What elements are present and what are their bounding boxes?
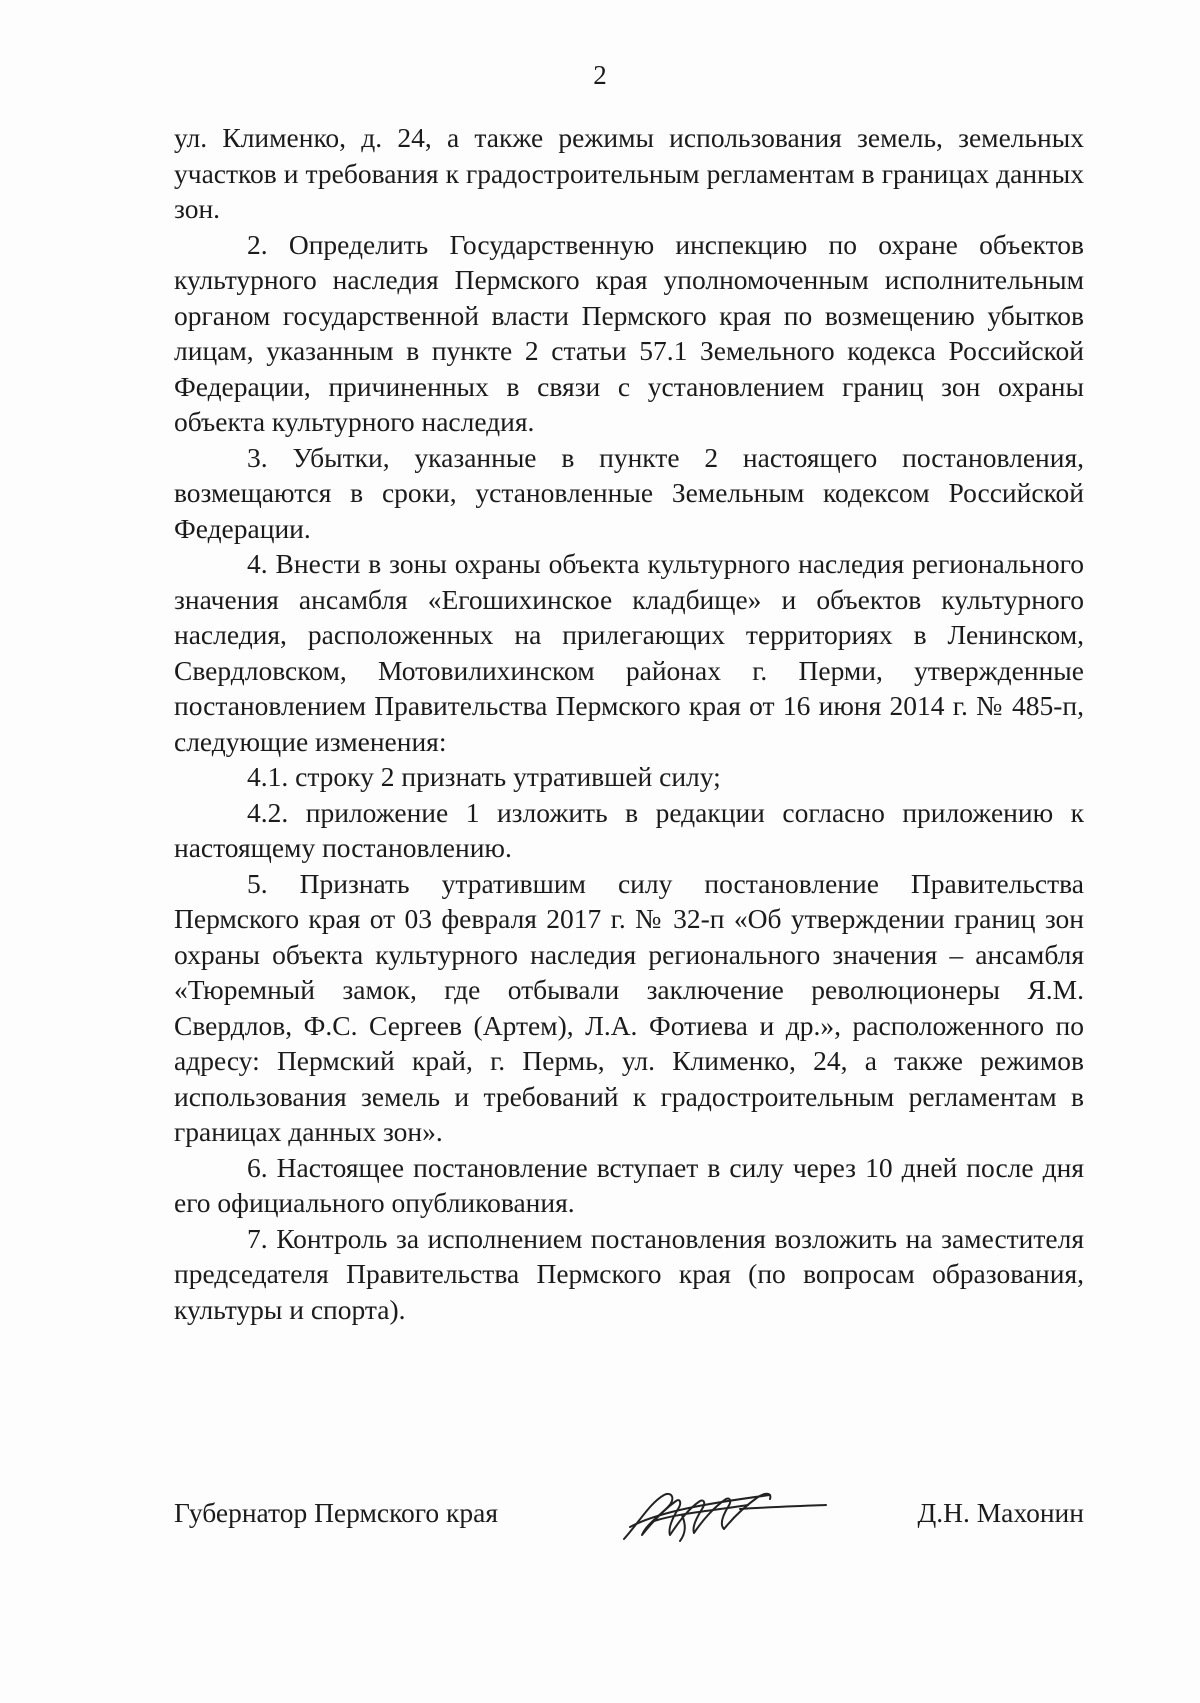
document-body: [174, 120, 1084, 1327]
paragraph-item-4: 4. Внести в зоны охраны объекта культурного наследия регионального значения ансамбля «Егошихинское кладбище» и объектов культурного наследия, расположенных на прилегающих территориях в Ленинском, Свердловском, Мотовилихинском районах г. Перми, утвержденные постановлением Правительства Пермского края от 16 июня 2014 г. № 485-п, следующие изменения:: [174, 548, 1084, 757]
paragraph-item-4-1: 4.1. строку 2 признать утратившей силу;: [247, 761, 721, 792]
page-number: 2: [593, 60, 607, 90]
handwritten-signature-icon: [620, 1481, 830, 1551]
paragraph-item-3: 3. Убытки, указанные в пункте 2 настоящего постановления, возмещаются в сроки, установленные Земельным кодексом Российской Федерации.: [174, 441, 1084, 544]
paragraph-item-6: 6. Настоящее постановление вступает в силу через 10 дней после дня его официального опубликования.: [174, 1151, 1084, 1218]
paragraph-continuation: ул. Клименко, д. 24, а также режимы использования земель, земельных участков и требования к градостроительным регламентам в границах данных зон.: [174, 122, 1084, 224]
paragraph-item-5: 5. Признать утратившим силу постановление Правительства Пермского края от 03 февраля 2017 г. № 32-п «Об утверждении границ зон охраны объекта культурного наследия регионального значения – ансамбля «Тюремный замок, где отбывали заключение революционеры Я.М. Свердлов, Ф.С. Сергеев (Артем), Л.А. Фотиева и др.», расположенного по адресу: Пермский край, г. Пермь, ул. Клименко, 24, а также режимов использования земель и требований к градостроительным регламентам в границах данных зон».: [174, 867, 1084, 1147]
paragraph-item-4-2: 4.2. приложение 1 изложить в редакции согласно приложению к настоящему постановлению.: [174, 796, 1084, 863]
signatory-name: Д.Н. Махонин: [917, 1497, 1084, 1528]
paragraph-item-2: 2. Определить Государственную инспекцию по охране объектов культурного наследия Пермского края уполномоченным исполнительным органом государственной власти Пермского края по возмещению убытков лицам, указанным в пункте 2 статьи 57.1 Земельного кодекса Российской Федерации, причиненных в связи с установлением границ зон охраны объекта культурного наследия.: [174, 228, 1084, 437]
signature-block: [174, 1491, 1084, 1551]
signatory-position: Губернатор Пермского края: [174, 1497, 498, 1528]
paragraph-item-7: 7. Контроль за исполнением постановления возложить на заместителя председателя Правительства Пермского края (по вопросам образования, культуры и спорта).: [174, 1222, 1084, 1325]
